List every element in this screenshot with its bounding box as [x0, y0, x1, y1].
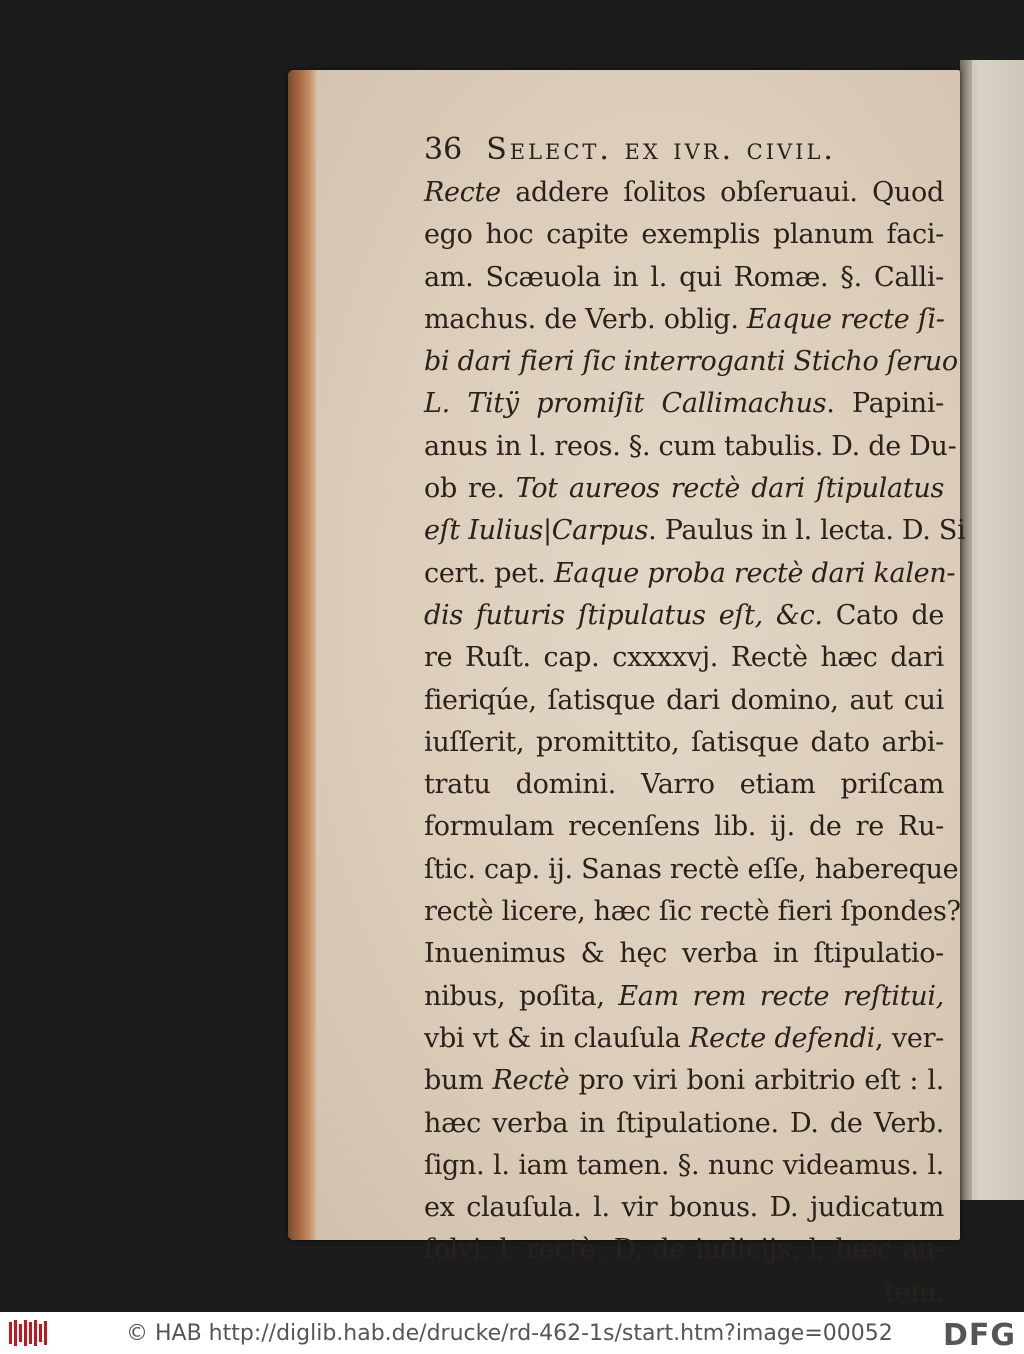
text-line [424, 680, 944, 722]
page-edge [288, 70, 316, 1240]
text-line [424, 1229, 944, 1271]
italic-segment: bi dari fieri ſic interroganti Sticho ſeruo [424, 346, 958, 378]
hab-logo-icon [8, 1318, 48, 1348]
italic-segment: Eam rem recte reſtitui, [618, 980, 945, 1012]
text-segment: hæc verba in ſtipulatione. D. de Verb. [424, 1107, 944, 1139]
copyright-link[interactable]: © HAB http://diglib.hab.de/drucke/rd-462-1s/start.htm?image=00052 [126, 1320, 893, 1346]
text-line [424, 849, 959, 891]
italic-segment: Recte defendi [689, 1022, 875, 1054]
text-segment: fieriqúe, ſatisque dari domino, aut cui [424, 684, 944, 716]
text-line [424, 1060, 944, 1102]
text-segment: machus. de Verb. oblig. [424, 303, 747, 335]
text-segment: rectè licere, hæc ſic rectè fieri ſpondes? [424, 896, 961, 928]
text-line [424, 891, 961, 933]
text-segment: addere ſolitos obſeruaui. Quod [500, 177, 944, 208]
italic-segment: Eaque recte ſi- [746, 303, 945, 335]
running-title: Select. ex ivr. civil. [486, 132, 836, 167]
italic-segment: Tot aureos rectè dari ſtipulatus [515, 473, 945, 505]
text-segment: ob re. [424, 473, 516, 505]
text-line [424, 637, 944, 679]
text-segment: tratu domini. Varro etiam priſcam [424, 769, 944, 801]
text-segment: ſtic. cap. ij. Sanas rectè eſſe, habereque [424, 853, 959, 885]
text-line [424, 722, 944, 764]
text-segment: bum [424, 1065, 493, 1097]
text-segment: re Ruſt. cap. cxxxxvj. Rectè hæc dari [424, 642, 944, 674]
italic-segment: Recte [424, 177, 501, 208]
adjacent-page-fold [960, 60, 972, 1200]
text-segment: iuſſerit, promittito, ſatisque dato arbi- [424, 726, 944, 758]
text-line [424, 383, 944, 425]
text-segment: Inuenimus & hęc verba in ſtipulatio- [424, 938, 944, 970]
text-segment: ſign. l. iam tamen. §. nunc videamus. l. [424, 1149, 944, 1181]
text-segment: ego hoc capite exemplis planum faci- [424, 219, 944, 251]
footer-bar [0, 1312, 1024, 1354]
text-line [424, 1018, 944, 1060]
text-line [424, 172, 944, 214]
text-line [424, 341, 958, 383]
text-line [424, 1145, 944, 1187]
text-line [424, 764, 944, 806]
text-segment: cert. pet. [424, 557, 554, 589]
text-line [424, 595, 944, 637]
text-segment: . Paulus in l. lecta. D. Si [648, 515, 966, 547]
text-segment: nibus, poſita, [424, 980, 619, 1012]
text-line [424, 1103, 944, 1145]
text-segment: Cato de [822, 599, 944, 631]
dfg-logo: DFG [942, 1318, 1016, 1353]
text-line [424, 553, 956, 595]
text-segment: vbi vt & in clauſula [424, 1022, 690, 1054]
text-line [424, 976, 944, 1018]
text-segment: ſolvi. l. rectè. D. de iudicijs. l. hæc au- [424, 1234, 944, 1266]
italic-segment: L. Titÿ promiſit Callimachus [424, 388, 827, 420]
text-line [424, 214, 944, 256]
text-line [424, 426, 957, 468]
text-line [424, 257, 944, 299]
text-segment: pro viri boni arbitrio eſt : l. [569, 1065, 944, 1097]
text-segment: tem. [884, 1276, 944, 1308]
text-line [424, 1187, 944, 1229]
text-segment: anus in l. reos. §. cum tabulis. D. de Du- [424, 430, 957, 462]
italic-segment: Eaque proba rectè dari kalen- [554, 557, 956, 589]
italic-segment: Rectè [492, 1065, 570, 1097]
text-line [424, 510, 966, 552]
text-line [424, 806, 944, 848]
text-line [424, 1272, 944, 1312]
text-segment: formulam recenſens lib. ij. de re Ru- [424, 811, 944, 843]
text-line [424, 468, 944, 510]
text-segment: am. Scæuola in l. qui Romæ. §. Calli- [424, 261, 944, 293]
text-segment: . Papini- [826, 388, 944, 420]
text-segment: ex clauſula. l. vir bonus. D. judicatum [424, 1192, 944, 1224]
page-text [424, 128, 966, 1312]
text-line [424, 299, 944, 341]
text-line [424, 933, 944, 975]
italic-segment: eſt Iulius|Carpus [424, 515, 649, 547]
page-number: 36 [424, 132, 463, 167]
text-segment: , ver- [875, 1022, 944, 1054]
italic-segment: dis futuris ſtipulatus eſt, &c. [424, 599, 823, 631]
running-head [424, 128, 944, 172]
text-lines [424, 172, 966, 1312]
